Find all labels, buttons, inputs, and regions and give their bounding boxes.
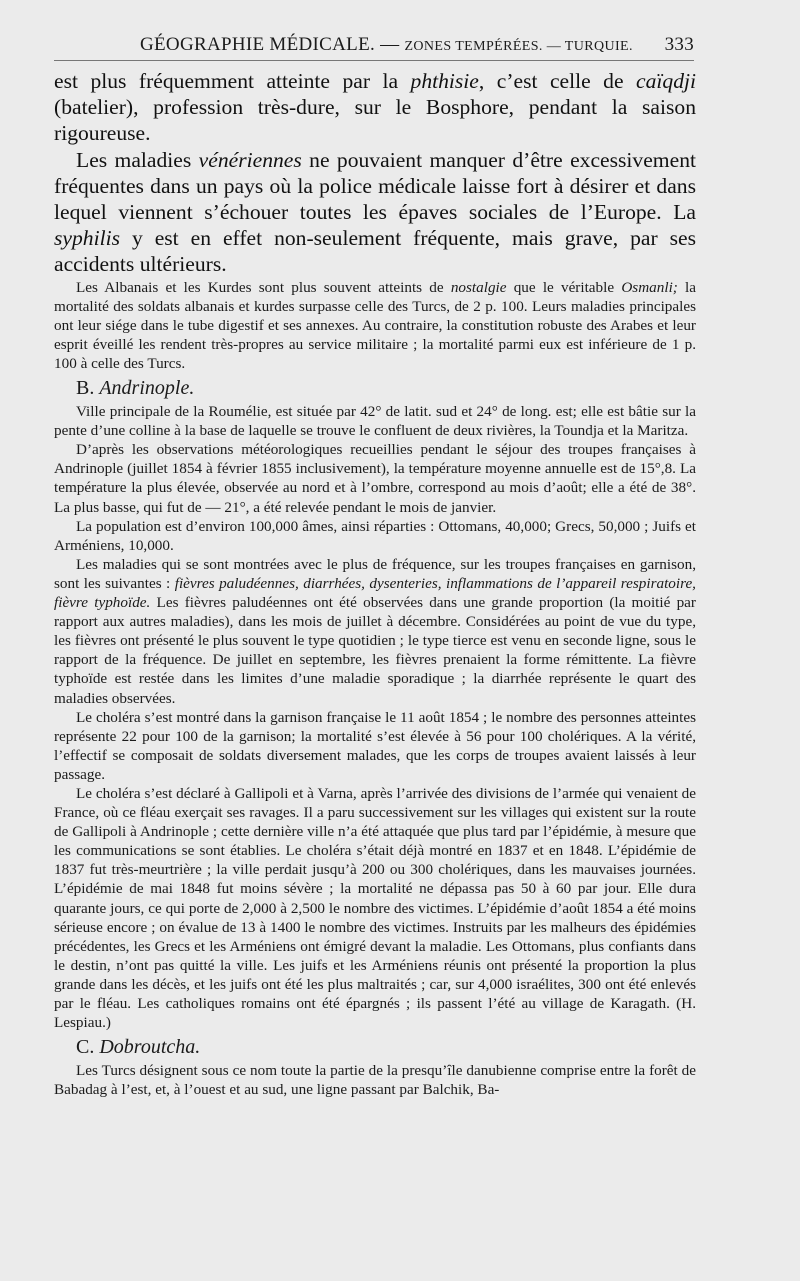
paragraph: Le choléra s’est montré dans la garnison française le 11 août 1854 ; le nombre des personnes atteintes représente 22 pour 100 de la garnison; la mortalité s’est élevée à 56 pour 100 cholériques. A la vérité, l’effectif se composait de soldats diversement malades, que les corps de troupes avaient laissés à leur passage. bbox=[54, 708, 696, 783]
section-heading bbox=[76, 375, 696, 402]
header-title: GÉOGRAPHIE MÉDICALE. — ZONES TEMPÉRÉES. — TURQUIE. bbox=[140, 34, 633, 55]
paragraph: D’après les observations météorologiques recueillies pendant le séjour des troupes françaises à Andrinople (juillet 1854 à février 1855 inclusivement), la température moyenne annuelle est de 15°,8. La température la plus élevée, observée au nord et à l’ombre, correspond au mois d’août; elle a été de 38°. La plus basse, qui fut de — 21°, a été relevée pendant le mois de janvier. bbox=[54, 441, 696, 516]
section-label: B. bbox=[76, 377, 100, 400]
section-heading bbox=[76, 1034, 696, 1061]
paragraph: Les maladies qui se sont montrées avec le plus de fréquence, sur les troupes françaises en garnison, sont les suivantes : fièvres paludéennes, diarrhées, dysenteries, inflammations de l’appareil respiratoire, fièvre typhoïde. Les fièvres paludéennes ont été observées dans une grande proportion (la moitié par rapport aux autres maladies), dans les mois de juillet à décembre. Considérées au point de vue du type, les fièvres ont présenté le plus souvent le type quotidien ; le type tierce est venu en seconde ligne, sous le rapport de la fréquence. De juillet en septembre, les fièvres prenaient la forme rémittente. La fièvre typhoïde est restée dans les limites d’une maladie sporadique ; la diarrhée représente le quart des maladies observées. bbox=[54, 555, 696, 707]
paragraph: Les Albanais et les Kurdes sont plus souvent atteints de nostalgie que le véritable Osmanli; la mortalité des soldats albanais et kurdes surpasse celle des Turcs, de 2 p. 100. Leurs maladies principales ont leur siége dans le tube digestif et ses annexes. Au contraire, la constitution robuste des Arabes et leur esprit éveillé les rendent très-propres au service militaire ; la mortalité parmi eux est inférieure de 1 p. 100 à celle des Turcs. bbox=[54, 278, 697, 372]
running-header bbox=[54, 34, 694, 61]
paragraph: est plus fréquemment atteinte par la phthisie, c’est celle de caïqdji (batelier), profession très-dure, sur le Bosphore, pendant la saison rigoureuse. bbox=[54, 69, 696, 146]
section-title: Dobroutcha. bbox=[99, 1036, 201, 1059]
section-title: Andrinople. bbox=[99, 377, 195, 400]
paragraph: La population est d’environ 100,000 âmes, ainsi réparties : Ottomans, 40,000; Grecs, 50,000 ; Juifs et Arméniens, 10,000. bbox=[54, 517, 696, 554]
section-label: C. bbox=[76, 1036, 100, 1059]
body-text bbox=[54, 68, 696, 1099]
paragraph: Les Turcs désignent sous ce nom toute la partie de la presqu’île danubienne comprise entre la forêt de Babadag à l’est, et, à l’ouest et au sud, une ligne passant par Balchik, Ba- bbox=[54, 1062, 696, 1099]
page-number: 333 bbox=[664, 34, 694, 55]
paragraph: Le choléra s’est déclaré à Gallipoli et à Varna, après l’arrivée des divisions de l’armée qui venaient de France, où ce fléau exerçait ses ravages. Il a paru successivement sur les villages qui existent sur la route de Gallipoli à Andrinople ; cette dernière ville n’a été attaquée que plus tard par l’épidémie, à mesure que les communications se sont établies. Le choléra s’était déjà montré en 1837 et en 1848. L’épidémie de 1837 fut très-meurtrière ; la ville perdait jusqu’à 200 ou 300 cholériques, dans les mauvaises journées. L’épidémie de mai 1848 fut moins sévère ; la mortalité ne dépassa pas 50 à 60 par jour. Elle dura quarante jours, ce qui porte de 2,000 à 2,500 le nombre des victimes. L’épidémie d’août 1854 a été moins sérieuse encore ; on évalue de 13 à 1400 le nombre des victimes. Instruits par les malheurs des épidémies précédentes, les Grecs et les Arméniens ont émigré devant la maladie. Les Ottomans, plus confiants dans le destin, n’ont pas quitté la ville. Les juifs et les Arméniens réunis ont présenté la proportion la plus grande dans les décès, et les juifs ont été les plus maltraités ; car, sur 4,000 israélites, 300 ont été enlevés par le fléau. Les catholiques romains ont été épargnés ; ils passent l’été au village de Karagath. (H. Lespiau.) bbox=[54, 784, 696, 1032]
paragraph: Ville principale de la Roumélie, est située par 42° de latit. sud et 24° de long. est; elle est bâtie sur la pente d’une colline à la base de laquelle se trouve le confluent de deux rivières, la Toundja et la Maritza. bbox=[54, 403, 696, 440]
paragraph: Les maladies vénériennes ne pouvaient manquer d’être excessivement fréquentes dans un pays où la police médicale laisse fort à désirer et dans lequel viennent s’échouer toutes les épaves sociales de l’Europe. La syphilis y est en effet non-seulement fréquente, mais grave, par ses accidents ultérieurs. bbox=[54, 147, 696, 277]
